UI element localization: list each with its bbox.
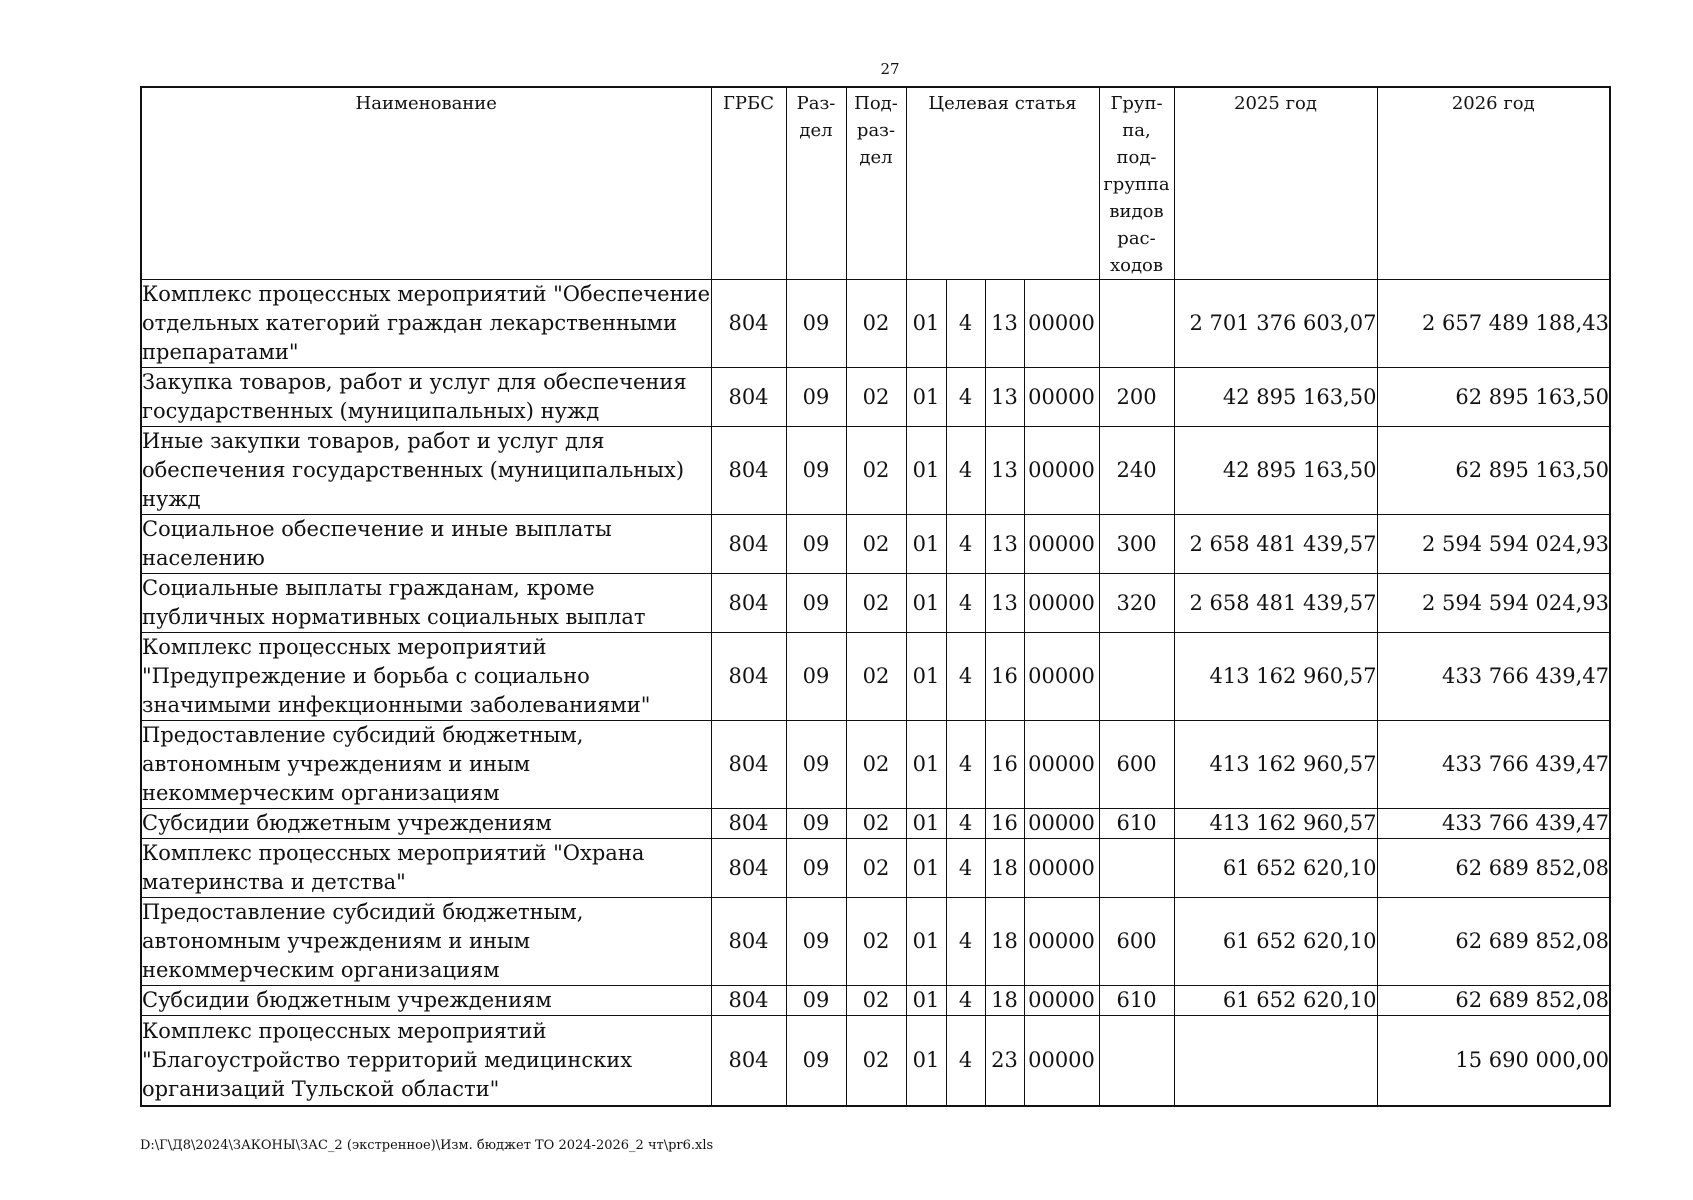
row-amount-2025: 413 162 960,57 [1174, 721, 1377, 809]
row-amount-2025: 61 652 620,10 [1174, 898, 1377, 986]
row-target-complex: 18 [985, 839, 1024, 898]
header-target: Целевая статья [906, 87, 1099, 280]
row-target-direction: 00000 [1024, 515, 1099, 574]
header-podrazdel: Под- раз- дел [846, 87, 906, 280]
row-amount-2026: 433 766 439,47 [1377, 721, 1610, 809]
row-expense-group: 610 [1099, 809, 1174, 839]
row-target-complex: 18 [985, 898, 1024, 986]
table-header-row [141, 87, 1610, 280]
table-row [141, 898, 1610, 986]
row-name: Предоставление субсидий бюджетным, автономным учреждениям и иным некоммерческим организациям [141, 721, 711, 809]
row-grbs: 804 [711, 898, 786, 986]
header-name: Наименование [141, 87, 711, 280]
row-target-program: 01 [906, 633, 946, 721]
header-razdel: Раз- дел [786, 87, 846, 280]
row-target-program: 01 [906, 427, 946, 515]
row-expense-group [1099, 839, 1174, 898]
row-target-type: 4 [946, 898, 985, 986]
row-amount-2026: 2 594 594 024,93 [1377, 515, 1610, 574]
row-name: Субсидии бюджетным учреждениям [141, 809, 711, 839]
row-target-type: 4 [946, 633, 985, 721]
row-name: Комплекс процессных мероприятий "Охрана материнства и детства" [141, 839, 711, 898]
row-razdel: 09 [786, 633, 846, 721]
row-target-complex: 13 [985, 515, 1024, 574]
header-2025: 2025 год [1174, 87, 1377, 280]
row-name: Социальное обеспечение и иные выплаты населению [141, 515, 711, 574]
row-razdel: 09 [786, 721, 846, 809]
row-target-program: 01 [906, 839, 946, 898]
header-2026: 2026 год [1377, 87, 1610, 280]
row-razdel: 09 [786, 280, 846, 368]
table-row [141, 633, 1610, 721]
row-target-direction: 00000 [1024, 574, 1099, 633]
row-razdel: 09 [786, 368, 846, 427]
row-grbs: 804 [711, 721, 786, 809]
row-amount-2026: 62 689 852,08 [1377, 986, 1610, 1016]
row-podrazdel: 02 [846, 1016, 906, 1106]
row-target-direction: 00000 [1024, 368, 1099, 427]
row-target-type: 4 [946, 368, 985, 427]
row-amount-2026: 433 766 439,47 [1377, 633, 1610, 721]
row-target-type: 4 [946, 515, 985, 574]
row-target-type: 4 [946, 574, 985, 633]
row-amount-2025: 42 895 163,50 [1174, 427, 1377, 515]
row-amount-2026: 62 895 163,50 [1377, 368, 1610, 427]
row-name: Комплекс процессных мероприятий "Предупреждение и борьба с социально значимыми инфекционными заболеваниями" [141, 633, 711, 721]
row-amount-2026: 2 594 594 024,93 [1377, 574, 1610, 633]
row-name: Закупка товаров, работ и услуг для обеспечения государственных (муниципальных) нужд [141, 368, 711, 427]
row-target-complex: 23 [985, 1016, 1024, 1106]
table-row [141, 1016, 1610, 1106]
row-amount-2025: 2 658 481 439,57 [1174, 574, 1377, 633]
row-expense-group: 600 [1099, 898, 1174, 986]
row-razdel: 09 [786, 427, 846, 515]
row-name: Субсидии бюджетным учреждениям [141, 986, 711, 1016]
row-expense-group [1099, 280, 1174, 368]
row-podrazdel: 02 [846, 515, 906, 574]
row-amount-2026: 2 657 489 188,43 [1377, 280, 1610, 368]
table-row [141, 721, 1610, 809]
row-amount-2025: 413 162 960,57 [1174, 633, 1377, 721]
row-amount-2026: 433 766 439,47 [1377, 809, 1610, 839]
header-grbs: ГРБС [711, 87, 786, 280]
row-target-program: 01 [906, 515, 946, 574]
row-target-direction: 00000 [1024, 633, 1099, 721]
row-podrazdel: 02 [846, 280, 906, 368]
row-razdel: 09 [786, 574, 846, 633]
row-target-program: 01 [906, 809, 946, 839]
row-target-program: 01 [906, 368, 946, 427]
row-target-direction: 00000 [1024, 839, 1099, 898]
row-podrazdel: 02 [846, 809, 906, 839]
row-expense-group: 600 [1099, 721, 1174, 809]
row-podrazdel: 02 [846, 986, 906, 1016]
row-name: Комплекс процессных мероприятий "Благоустройство территорий медицинских организаций Тульской области" [141, 1016, 711, 1106]
row-expense-group [1099, 633, 1174, 721]
row-target-program: 01 [906, 1016, 946, 1106]
header-group: Груп- па, под- группа видов рас- ходов [1099, 87, 1174, 280]
row-target-type: 4 [946, 986, 985, 1016]
table-row [141, 986, 1610, 1016]
row-razdel: 09 [786, 809, 846, 839]
row-target-complex: 13 [985, 574, 1024, 633]
row-target-type: 4 [946, 839, 985, 898]
row-target-direction: 00000 [1024, 721, 1099, 809]
row-podrazdel: 02 [846, 721, 906, 809]
table-row [141, 809, 1610, 839]
row-podrazdel: 02 [846, 839, 906, 898]
row-expense-group: 240 [1099, 427, 1174, 515]
file-path-footer: D:\Г\Д8\2024\ЗАКОНЫ\ЗАС_2 (экстренное)\Изм. бюджет ТО 2024-2026_2 чт\pr6.xls [140, 1138, 714, 1153]
row-grbs: 804 [711, 574, 786, 633]
row-target-complex: 13 [985, 280, 1024, 368]
row-expense-group [1099, 1016, 1174, 1106]
row-expense-group: 610 [1099, 986, 1174, 1016]
row-grbs: 804 [711, 809, 786, 839]
row-target-type: 4 [946, 721, 985, 809]
row-amount-2026: 62 689 852,08 [1377, 839, 1610, 898]
row-amount-2025: 413 162 960,57 [1174, 809, 1377, 839]
row-grbs: 804 [711, 1016, 786, 1106]
row-grbs: 804 [711, 427, 786, 515]
row-name: Социальные выплаты гражданам, кроме публичных нормативных социальных выплат [141, 574, 711, 633]
row-target-program: 01 [906, 721, 946, 809]
row-expense-group: 320 [1099, 574, 1174, 633]
row-target-direction: 00000 [1024, 1016, 1099, 1106]
row-amount-2026: 15 690 000,00 [1377, 1016, 1610, 1106]
row-podrazdel: 02 [846, 574, 906, 633]
row-podrazdel: 02 [846, 368, 906, 427]
row-target-direction: 00000 [1024, 280, 1099, 368]
row-target-complex: 13 [985, 427, 1024, 515]
row-name: Комплекс процессных мероприятий "Обеспечение отдельных категорий граждан лекарственными препаратами" [141, 280, 711, 368]
row-amount-2026: 62 895 163,50 [1377, 427, 1610, 515]
row-target-program: 01 [906, 574, 946, 633]
row-expense-group: 300 [1099, 515, 1174, 574]
row-amount-2025 [1174, 1016, 1377, 1106]
row-grbs: 804 [711, 280, 786, 368]
page-number: 27 [880, 60, 900, 78]
row-amount-2025: 61 652 620,10 [1174, 986, 1377, 1016]
row-target-type: 4 [946, 427, 985, 515]
row-target-direction: 00000 [1024, 427, 1099, 515]
row-amount-2025: 2 701 376 603,07 [1174, 280, 1377, 368]
row-grbs: 804 [711, 986, 786, 1016]
table-row [141, 574, 1610, 633]
row-grbs: 804 [711, 368, 786, 427]
row-razdel: 09 [786, 898, 846, 986]
row-target-program: 01 [906, 280, 946, 368]
row-target-complex: 18 [985, 986, 1024, 1016]
row-target-program: 01 [906, 986, 946, 1016]
row-name: Иные закупки товаров, работ и услуг для обеспечения государственных (муниципальных) нужд [141, 427, 711, 515]
row-amount-2026: 62 689 852,08 [1377, 898, 1610, 986]
row-podrazdel: 02 [846, 898, 906, 986]
row-target-complex: 16 [985, 809, 1024, 839]
row-razdel: 09 [786, 1016, 846, 1106]
row-target-complex: 16 [985, 721, 1024, 809]
row-grbs: 804 [711, 633, 786, 721]
table-row [141, 368, 1610, 427]
row-grbs: 804 [711, 839, 786, 898]
row-target-complex: 13 [985, 368, 1024, 427]
row-target-direction: 00000 [1024, 986, 1099, 1016]
row-razdel: 09 [786, 986, 846, 1016]
table-row [141, 839, 1610, 898]
row-amount-2025: 2 658 481 439,57 [1174, 515, 1377, 574]
row-target-type: 4 [946, 280, 985, 368]
row-target-direction: 00000 [1024, 898, 1099, 986]
row-razdel: 09 [786, 515, 846, 574]
row-amount-2025: 61 652 620,10 [1174, 839, 1377, 898]
table-row [141, 427, 1610, 515]
row-podrazdel: 02 [846, 427, 906, 515]
row-grbs: 804 [711, 515, 786, 574]
row-name: Предоставление субсидий бюджетным, автономным учреждениям и иным некоммерческим организациям [141, 898, 711, 986]
row-amount-2025: 42 895 163,50 [1174, 368, 1377, 427]
row-target-direction: 00000 [1024, 809, 1099, 839]
row-podrazdel: 02 [846, 633, 906, 721]
row-expense-group: 200 [1099, 368, 1174, 427]
row-target-program: 01 [906, 898, 946, 986]
row-target-type: 4 [946, 809, 985, 839]
row-target-type: 4 [946, 1016, 985, 1106]
row-target-complex: 16 [985, 633, 1024, 721]
budget-table [140, 86, 1611, 1107]
table-row [141, 280, 1610, 368]
table-row [141, 515, 1610, 574]
row-razdel: 09 [786, 839, 846, 898]
